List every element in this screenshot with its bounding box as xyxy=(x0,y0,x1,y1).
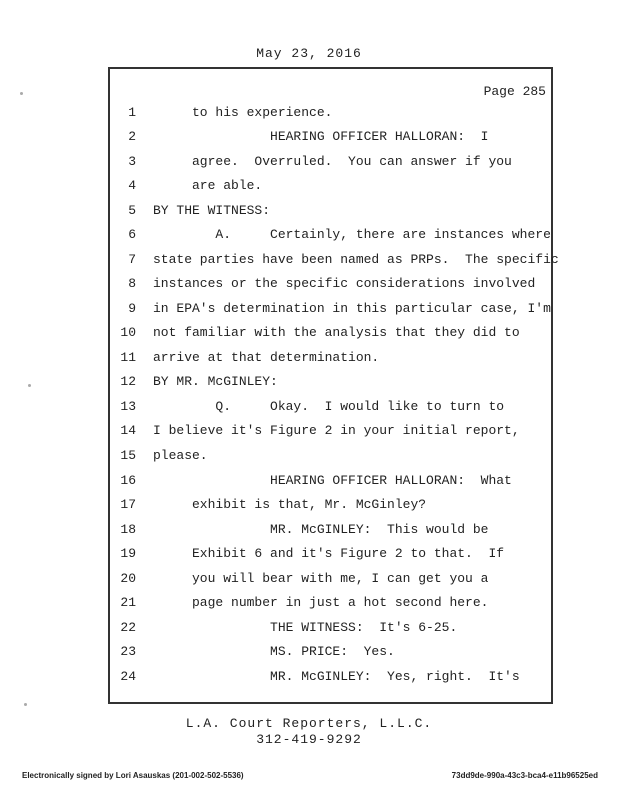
transcript-line xyxy=(0,276,600,300)
line-text: MS. PRICE: Yes. xyxy=(153,644,395,659)
line-number: 11 xyxy=(120,350,136,365)
transcript-line xyxy=(0,546,600,570)
line-number: 8 xyxy=(128,276,136,291)
line-text: MR. McGINLEY: This would be xyxy=(153,522,489,537)
transcript-line xyxy=(0,350,600,374)
scan-speck xyxy=(20,92,23,95)
line-text: to his experience. xyxy=(153,105,333,120)
transcript-line xyxy=(0,301,600,325)
transcript-date: May 23, 2016 xyxy=(256,46,362,61)
transcript-line xyxy=(0,423,600,447)
reporter-company: L.A. Court Reporters, L.L.C. xyxy=(185,716,433,731)
transcript-line xyxy=(0,374,600,398)
line-text: are able. xyxy=(153,178,263,193)
transcript-line xyxy=(0,399,600,423)
transcript-line xyxy=(0,252,600,276)
line-text: MR. McGINLEY: Yes, right. It's xyxy=(153,669,520,684)
line-number: 6 xyxy=(128,227,136,242)
line-text: HEARING OFFICER HALLORAN: I xyxy=(153,129,489,144)
line-text: page number in just a hot second here. xyxy=(153,595,489,610)
line-number: 9 xyxy=(128,301,136,316)
line-text: I believe it's Figure 2 in your initial report, xyxy=(153,423,520,438)
line-text: HEARING OFFICER HALLORAN: What xyxy=(153,473,512,488)
page-number: Page 285 xyxy=(483,84,546,99)
line-number: 14 xyxy=(120,423,136,438)
reporter-phone: 312-419-9292 xyxy=(256,732,362,747)
line-number: 2 xyxy=(128,129,136,144)
scan-speck xyxy=(24,703,27,706)
transcript-line xyxy=(0,669,600,693)
transcript-line xyxy=(0,227,600,251)
line-text: instances or the specific considerations involved xyxy=(153,276,536,291)
transcript-line xyxy=(0,595,600,619)
line-text: Exhibit 6 and it's Figure 2 to that. If xyxy=(153,546,505,561)
line-number: 5 xyxy=(128,203,136,218)
line-text: exhibit is that, Mr. McGinley? xyxy=(153,497,427,512)
transcript-line xyxy=(0,154,600,178)
transcript-line xyxy=(0,497,600,521)
line-text: arrive at that determination. xyxy=(153,350,380,365)
line-number: 15 xyxy=(120,448,136,463)
line-text: THE WITNESS: It's 6-25. xyxy=(153,620,458,635)
line-text: BY MR. McGINLEY: xyxy=(153,374,278,389)
line-number: 10 xyxy=(120,325,136,340)
transcript-line xyxy=(0,448,600,472)
line-number: 7 xyxy=(128,252,136,267)
line-text: state parties have been named as PRPs. The specific xyxy=(153,252,559,267)
line-text: you will bear with me, I can get you a xyxy=(153,571,489,586)
transcript-line xyxy=(0,571,600,595)
line-number: 22 xyxy=(120,620,136,635)
line-number: 1 xyxy=(128,105,136,120)
line-number: 12 xyxy=(120,374,136,389)
line-number: 16 xyxy=(120,473,136,488)
line-number: 19 xyxy=(120,546,136,561)
transcript-line xyxy=(0,203,600,227)
line-number: 17 xyxy=(120,497,136,512)
electronic-signature: Electronically signed by Lori Asauskas (201-002-502-5536) xyxy=(22,771,244,780)
line-text: A. Certainly, there are instances where xyxy=(153,227,551,242)
line-number: 4 xyxy=(128,178,136,193)
line-text: please. xyxy=(153,448,208,463)
transcript-line xyxy=(0,129,600,153)
line-number: 20 xyxy=(120,571,136,586)
scan-speck xyxy=(28,384,31,387)
line-text: BY THE WITNESS: xyxy=(153,203,271,218)
line-number: 18 xyxy=(120,522,136,537)
line-text: Q. Okay. I would like to turn to xyxy=(153,399,505,414)
line-number: 21 xyxy=(120,595,136,610)
transcript-line xyxy=(0,644,600,668)
transcript-line xyxy=(0,620,600,644)
transcript-line xyxy=(0,522,600,546)
transcript-line xyxy=(0,325,600,349)
transcript-line xyxy=(0,473,600,497)
line-number: 24 xyxy=(120,669,136,684)
line-text: agree. Overruled. You can answer if you xyxy=(153,154,512,169)
line-text: not familiar with the analysis that they did to xyxy=(153,325,520,340)
line-number: 23 xyxy=(120,644,136,659)
line-number: 13 xyxy=(120,399,136,414)
transcript-line xyxy=(0,178,600,202)
line-number: 3 xyxy=(128,154,136,169)
transcript-line xyxy=(0,105,600,129)
line-text: in EPA's determination in this particular case, I'm xyxy=(153,301,551,316)
document-id: 73dd9de-990a-43c3-bca4-e11b96525ed xyxy=(451,771,598,780)
